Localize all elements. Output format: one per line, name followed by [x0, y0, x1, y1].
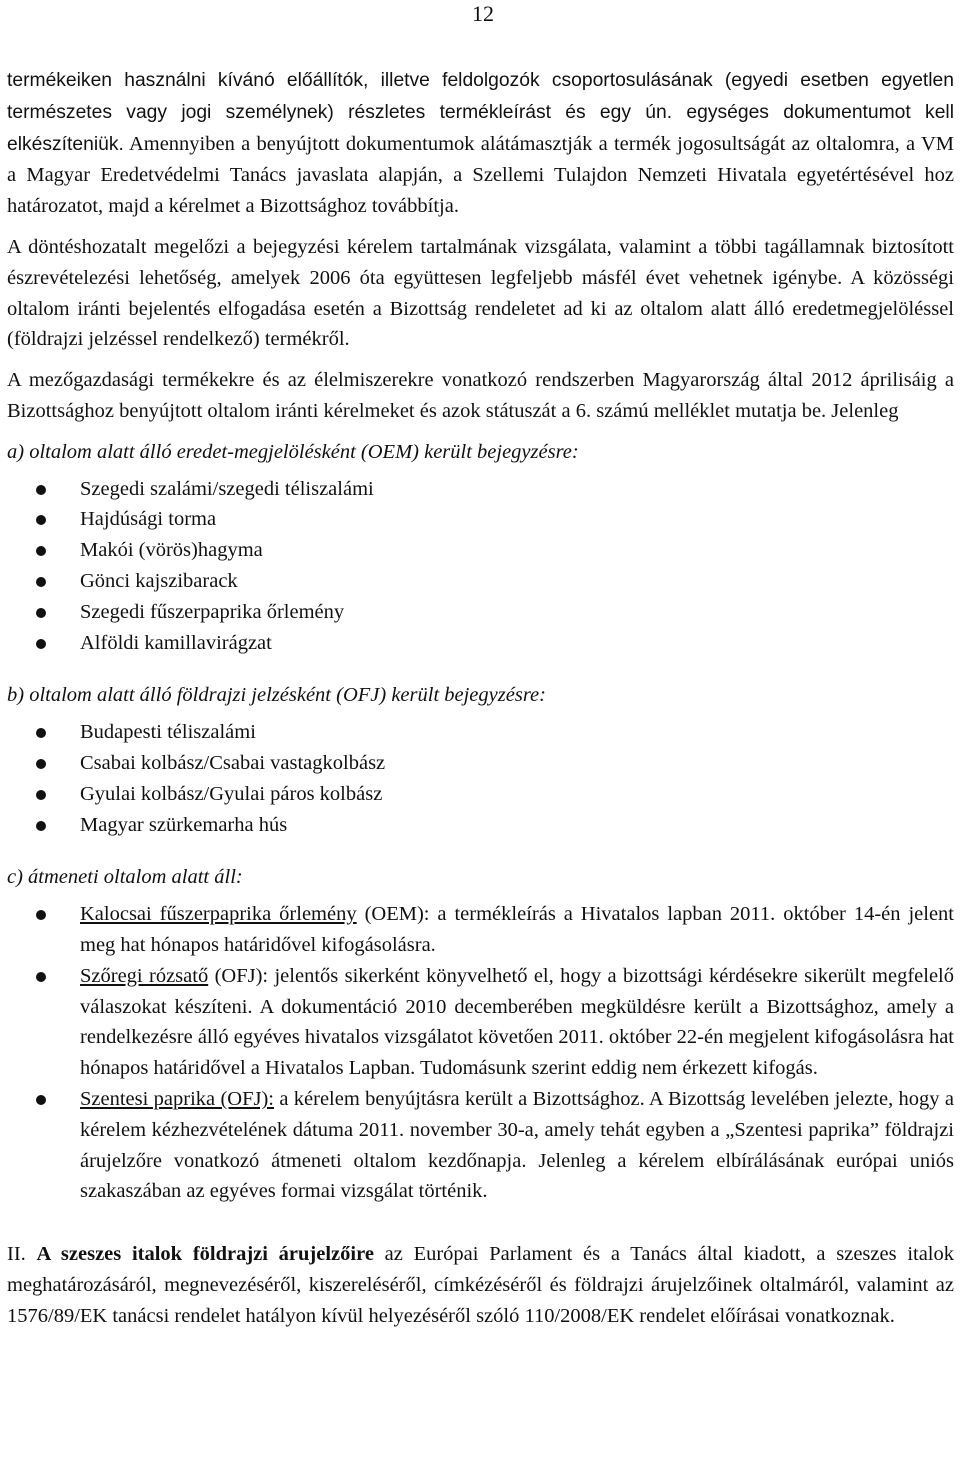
bullet-icon [36, 515, 46, 525]
bullet-icon [36, 790, 46, 800]
bullet-icon [36, 577, 46, 587]
product-name: Kalocsai fűszerpaprika őrlemény [80, 903, 357, 926]
list-item [7, 628, 954, 659]
list-item [7, 504, 954, 535]
list-item-text: Szegedi szalámi/szegedi téliszalámi [80, 477, 374, 500]
intro-paragraph [7, 65, 954, 222]
list-item [7, 961, 954, 1084]
section-ii-text: az Európai Parlament és a Tanács által kiadott, a szeszes italok meghatározásáról, megnevezéséről, kiszereléséről, címkézéséről és földrajzi árujelzőinek oltalmáról, valamint az 1576/89/EK tanácsi rendelet hatályon kívül helyezéséről szóló 110/2008/EK rendelet előírásai vonatkoznak. [7, 1243, 954, 1327]
list-item [7, 717, 954, 748]
section-b-heading: b) oltalom alatt álló földrajzi jelzésként (OFJ) került bejegyzésre: [7, 684, 546, 707]
section-b-list [7, 717, 954, 840]
bullet-icon [36, 821, 46, 831]
bullet-icon [36, 728, 46, 738]
list-item [7, 535, 954, 566]
product-status-text: (OFJ): jelentős sikerként könyvelhető el, hogy a bizottsági kérdésekre sikerült megfelelő válaszokat készíteni. A dokumentáció 2010 decemberében megküldésre került a Bizottsághoz, amely a rendelkezésre álló egyéves hivatalos vizsgálatot követően 2011. október 22-én megjelent kifogásolásra hat hónapos határidővel a Hivatalos Lapban. Tudomásunk szerint eddig nem érkezett kifogás. [80, 964, 955, 1080]
product-name: Szentesi paprika (OFJ): [80, 1087, 274, 1110]
list-item [7, 810, 954, 841]
product-status-text: a kérelem benyújtásra került a Bizottsághoz. A Bizottság levelében jelezte, hogy a kérelem kézhezvételének dátuma 2011. november 30-a, amely tehát egyben a „Szentesi paprika” földrajzi árujelzőre vonatkozó átmeneti oltalom kezdőnapja. Jelenleg a kérelem elbírálásának európai uniós szakaszában az egyéves formai vizsgálat történik. [80, 1087, 954, 1203]
list-item [7, 474, 954, 505]
list-item [7, 899, 954, 961]
section-ii-title: A szeszes italok földrajzi árujelzőire [36, 1243, 374, 1266]
list-item [7, 1084, 954, 1207]
list-item-text: Magyar szürkemarha hús [80, 813, 288, 836]
list-item-text: Budapesti téliszalámi [80, 721, 256, 744]
intro-text-sans: termékeiken használni kívánó előállítók, illetve feldolgozók csoportosulásának (egyedi esetben egyetlen természetes vagy jogi személynek) részletes termékleírást és egy ún. egységes dokumentumot kell elkészíteniük. [7, 70, 954, 155]
list-item-text: Gönci kajszibarack [80, 569, 238, 592]
section-ii-numeral: II. [7, 1243, 26, 1266]
list-item [7, 748, 954, 779]
bullet-icon [36, 972, 46, 982]
bullet-icon [36, 759, 46, 769]
bullet-icon [36, 546, 46, 556]
list-item-text: Makói (vörös)hagyma [80, 539, 263, 562]
section-ii-paragraph [7, 1239, 954, 1331]
bullet-icon [36, 1095, 46, 1105]
page-number: 12 [472, 1, 494, 26]
list-item-text: Szegedi fűszerpaprika őrlemény [80, 600, 345, 623]
section-c-heading: c) átmeneti oltalom alatt áll: [7, 866, 243, 889]
document-body [7, 65, 954, 1331]
bullet-icon [36, 485, 46, 495]
list-item [7, 566, 954, 597]
section-a-heading: a) oltalom alatt álló eredet-megjelölésként (OEM) került bejegyzésre: [7, 440, 579, 463]
bullet-icon [36, 639, 46, 649]
list-item [7, 597, 954, 628]
bullet-icon [36, 910, 46, 920]
product-status-text: (OEM): a termékleírás a Hivatalos lapban 2011. október 14-én jelent meg hat hónapos határidővel kifogásolásra. [80, 903, 954, 956]
status-paragraph: A mezőgazdasági termékekre és az élelmiszerekre vonatkozó rendszerben Magyarország által 2012 áprilisáig a Bizottsághoz benyújtott oltalom iránti kérelmeket és azok státuszát a 6. számú melléklet mutatja be. Jelenleg [7, 369, 954, 422]
list-item [7, 779, 954, 810]
procedure-paragraph: A döntéshozatalt megelőzi a bejegyzési kérelem tartalmának vizsgálata, valamint a többi tagállamnak biztosított észrevételezési lehetőség, amelyek 2006 óta együttesen legfeljebb másfél évet vehetnek igénybe. A közösségi oltalom iránti bejelentés elfogadása esetén a Bizottság rendeletet ad ki az oltalom alatt álló eredetmegjelöléssel (földrajzi jelzéssel rendelkező) termékről. [7, 235, 954, 351]
bullet-icon [36, 608, 46, 618]
intro-text-serif: Amennyiben a benyújtott dokumentumok alátámasztják a termék jogosultságát az oltalomra, a VM a Magyar Eredetvédelmi Tanács javaslata alapján, a Szellemi Tulajdon Nemzeti Hivatala egyetértésével hoz határozatot, majd a kérelmet a Bizottsághoz továbbítja. [7, 132, 954, 218]
product-name: Szőregi rózsatő [80, 964, 209, 987]
list-item-text: Csabai kolbász/Csabai vastagkolbász [80, 751, 386, 774]
list-item-text: Alföldi kamillavirágzat [80, 631, 272, 654]
section-a-list [7, 474, 954, 659]
list-item-text: Gyulai kolbász/Gyulai páros kolbász [80, 782, 383, 805]
list-item-text: Hajdúsági torma [80, 508, 217, 531]
section-c-list [7, 899, 954, 1207]
